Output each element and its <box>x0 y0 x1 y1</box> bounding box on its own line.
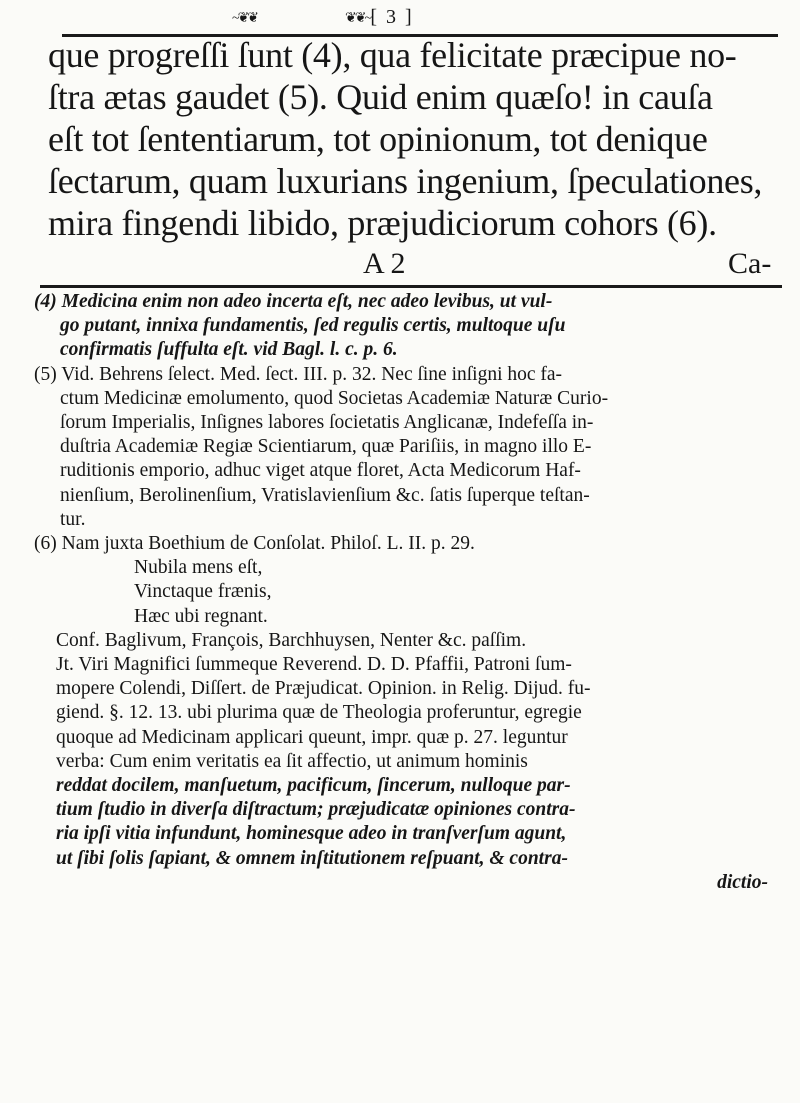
footnote-5-line: ſorum Imperialis, Inſignes labores ſocietatis Anglicanæ, Indefeſſa in- <box>60 412 594 434</box>
footnote-rule <box>40 285 782 288</box>
footnote-5-line: ctum Medicinæ emolumento, quod Societas Academiæ Naturæ Curio- <box>60 387 609 409</box>
footnote-6-line: ria ipſi vitia infundunt, hominesque adeo in tranſverſum agunt, <box>56 823 567 845</box>
main-text-line: que progreſſi ſunt (4), qua felicitate præcipue no- <box>48 35 737 75</box>
footnote-6-line: Conf. Baglivum, François, Barchhuysen, Nenter &c. paſſim. <box>56 629 527 651</box>
poem-line: Vinctaque frænis, <box>134 581 272 603</box>
signature-mark: A 2 <box>363 247 406 280</box>
footnote-6-line: giend. §. 12. 13. ubi plurima quæ de Theologia proferuntur, egregie <box>56 702 582 724</box>
poem-line: Nubila mens eſt, <box>134 557 263 579</box>
main-text-line: mira fingendi libido, præjudiciorum cohors (6). <box>48 203 717 243</box>
main-text-line: ſtra ætas gaudet (5). Quid enim quæſo! in cauſa <box>48 77 713 117</box>
footnote-6-line: quoque ad Medicinam applicari queunt, impr. quæ p. 27. leguntur <box>56 726 568 748</box>
main-text-line: ſectarum, quam luxurians ingenium, ſpeculationes, <box>48 161 763 201</box>
signature-line <box>48 244 788 284</box>
main-text <box>48 34 788 284</box>
footnotes <box>34 290 794 895</box>
footnote-5-line: tur. <box>60 508 86 530</box>
page-header <box>0 4 800 34</box>
footnote-catchword: dictio- <box>717 871 768 893</box>
footnote-4-line: (4) Medicina enim non adeo incerta eſt, nec adeo levibus, ut vul- <box>34 291 553 312</box>
footnote-6-line: mopere Colendi, Diſſert. de Præjudicat. Opinion. in Relig. Dijud. fu- <box>56 678 591 700</box>
poem-line: Hæc ubi regnant. <box>134 605 268 627</box>
footnote-6-line: ut ſibi ſolis ſapiant, & omnem inſtitutionem reſpuant, & contra- <box>56 847 568 869</box>
footnote-4-line: go putant, innixa fundamentis, ſed regulis certis, multoque uſu <box>60 315 566 337</box>
footnote-5-line: ruditionis emporio, adhuc viget atque floret, Acta Medicorum Haf- <box>60 460 581 482</box>
header-ornament-left: ~❦❦ <box>232 11 258 26</box>
footnote-6-intro: (6) Nam juxta Boethium de Conſolat. Philoſ. L. II. p. 29. <box>34 533 475 555</box>
footnote-4-line: confirmatis ſuffulta eſt. vid Bagl. l. c. p. 6. <box>60 339 398 361</box>
footnote-5-line: (5) Vid. Behrens ſelect. Med. ſect. III. p. 32. Nec ſine inſigni hoc fa- <box>34 363 563 385</box>
main-text-line: eſt tot ſententiarum, tot opinionum, tot denique <box>48 119 708 159</box>
footnote-5-line: nienſium, Berolinenſium, Vratislavienſium &c. ſatis ſuperque teſtan- <box>60 484 590 506</box>
footnote-5-line: duſtria Academiæ Regiæ Scientiarum, quæ Pariſiis, in magno illo E- <box>60 436 592 458</box>
footnote-6-line: tium ſtudio in diverſa diſtractum; præjudicatæ opiniones contra- <box>56 799 576 821</box>
header-ornament-right: ❦❦~ <box>345 11 371 26</box>
footnote-6-line: reddat docilem, manſuetum, pacificum, ſincerum, nulloque par- <box>56 775 571 797</box>
catchword: Ca- <box>728 247 772 280</box>
footnote-6-line: Jt. Viri Magnifici ſummeque Reverend. D. D. Pfaffii, Patroni ſum- <box>56 654 572 676</box>
footnote-6-line: verba: Cum enim veritatis ea ſit affectio, ut animum hominis <box>56 750 528 772</box>
page-number: [ 3 ] <box>370 6 414 28</box>
